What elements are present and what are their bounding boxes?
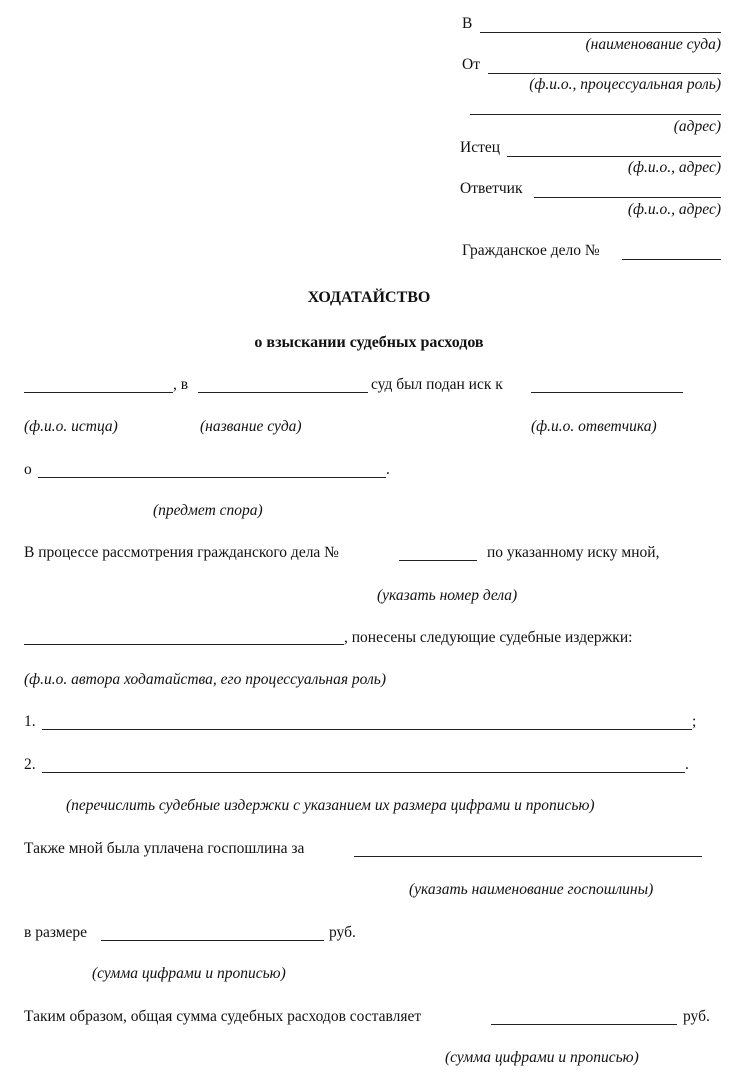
applicant-hint: (ф.и.о., процессуальная роль) xyxy=(529,76,721,93)
author-field[interactable] xyxy=(24,644,344,645)
amount-field[interactable] xyxy=(101,940,324,941)
duty-text: Также мной была уплачена госпошлина за xyxy=(24,840,305,857)
address-field[interactable] xyxy=(470,114,721,115)
plaintiff-label: Истец xyxy=(460,139,501,156)
line1-mid-text: , в xyxy=(173,376,189,393)
case-number-inline-field[interactable] xyxy=(399,560,477,561)
from-prefix: От xyxy=(462,56,480,73)
hint-author: (ф.и.о. автора ходатайства, его процессуальная роль) xyxy=(24,671,386,688)
hint-list: (перечислить судебные издержки с указанием их размера цифрами и прописью) xyxy=(66,797,595,814)
hint-duty: (указать наименование госпошлины) xyxy=(409,881,654,898)
duty-name-field[interactable] xyxy=(354,856,702,857)
item2-end: . xyxy=(685,756,689,773)
costs-text: , понесены следующие судебные издержки: xyxy=(344,629,633,646)
to-prefix: В xyxy=(462,15,473,32)
total-suffix: руб. xyxy=(683,1008,710,1025)
hint-plaintiff-name: (ф.и.о. истца) xyxy=(24,418,118,435)
court-name-hint: (наименование суда) xyxy=(585,36,721,53)
process-end-text: по указанному иску мной, xyxy=(487,544,660,561)
item1-end: ; xyxy=(692,713,697,730)
defendant-label: Ответчик xyxy=(460,180,523,197)
item1-field[interactable] xyxy=(42,729,692,730)
court-field[interactable] xyxy=(198,392,368,393)
plaintiff-hint: (ф.и.о., адрес) xyxy=(627,159,721,176)
hint-court-name: (название суда) xyxy=(200,418,302,435)
total-amount-field[interactable] xyxy=(491,1024,677,1025)
document-title: ХОДАТАЙСТВО xyxy=(307,289,431,306)
document-subtitle: о взыскании судебных расходов xyxy=(254,334,484,351)
item2-field[interactable] xyxy=(42,772,685,773)
plaintiff-field[interactable] xyxy=(507,156,721,157)
item1-number: 1. xyxy=(24,713,36,730)
about-suffix: . xyxy=(386,461,390,478)
line1-tail-text: суд был подан иск к xyxy=(371,376,503,393)
plaintiff-name-field[interactable] xyxy=(24,392,173,393)
court-name-field[interactable] xyxy=(480,32,721,33)
amount-prefix: в размере xyxy=(24,924,88,941)
item2-number: 2. xyxy=(24,756,36,773)
hint-case-number: (указать номер дела) xyxy=(377,587,518,604)
hint-subject: (предмет спора) xyxy=(153,502,263,519)
hint-sum-1: (сумма цифрами и прописью) xyxy=(92,965,286,982)
address-hint: (адрес) xyxy=(673,118,721,135)
defendant-name-field[interactable] xyxy=(531,392,683,393)
case-number-label: Гражданское дело № xyxy=(462,242,600,259)
subject-field[interactable] xyxy=(38,477,386,478)
hint-sum-2: (сумма цифрами и прописью) xyxy=(445,1049,639,1066)
process-start-text: В процессе рассмотрения гражданского дела № xyxy=(24,544,339,561)
case-number-field[interactable] xyxy=(622,259,721,260)
total-text: Таким образом, общая сумма судебных расходов составляет xyxy=(24,1008,422,1025)
applicant-field[interactable] xyxy=(488,73,721,74)
defendant-field[interactable] xyxy=(534,197,721,198)
amount-suffix: руб. xyxy=(329,924,356,941)
hint-defendant-name: (ф.и.о. ответчика) xyxy=(531,418,657,435)
defendant-hint: (ф.и.о., адрес) xyxy=(627,201,721,218)
about-prefix: о xyxy=(24,461,32,478)
